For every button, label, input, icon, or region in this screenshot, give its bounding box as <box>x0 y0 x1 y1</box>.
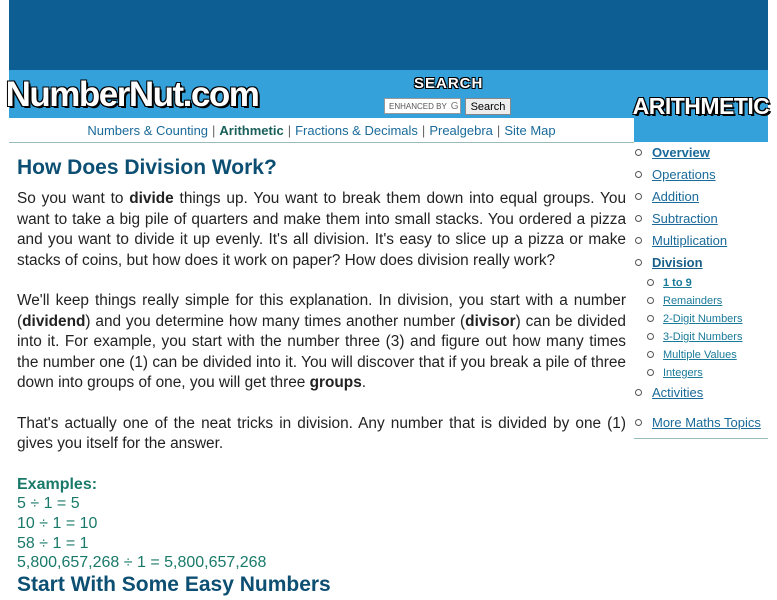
bullet-icon <box>635 389 642 396</box>
nav-fractions-decimals[interactable]: Fractions & Decimals <box>295 122 418 138</box>
sidebar-item-overview[interactable] <box>634 142 768 164</box>
bullet-icon <box>635 259 642 266</box>
site-logo[interactable] <box>5 74 259 116</box>
search-input[interactable] <box>384 98 461 114</box>
examples-block <box>17 475 626 574</box>
text: So you want to <box>17 190 130 207</box>
section-heading: Start With Some Easy Numbers <box>17 573 331 597</box>
sidebar-sub-multiple-values[interactable] <box>634 346 768 364</box>
bullet-icon <box>647 333 654 340</box>
term-dividend: dividend <box>22 312 86 330</box>
bullet-icon <box>635 149 642 156</box>
nav-separator: | <box>287 122 292 138</box>
paragraph-1 <box>17 189 626 271</box>
bullet-icon <box>635 215 642 222</box>
sidebar-sub-2-digit[interactable] <box>634 310 768 328</box>
sidebar-item-label: Addition <box>652 189 699 204</box>
sidebar-item-division[interactable] <box>634 252 768 274</box>
nav-numbers-counting[interactable]: Numbers & Counting <box>87 122 209 138</box>
sidebar-item-label: Subtraction <box>652 211 718 226</box>
example-line: 5 ÷ 1 = 5 <box>17 495 80 513</box>
examples-label: Examples: <box>17 475 98 493</box>
text: things up. You want to break them down into equal groups. You want to take a big pile of quarters and make them into small stacks. You ordered a pizza and you want to divide it up evenly. It's all division. It's easy to slice up a pizza or make stacks of coins, but how does it work on paper? How does division really work? <box>17 190 627 269</box>
sidebar-item-label: Division <box>652 255 703 270</box>
search-title: SEARCH <box>414 75 484 92</box>
sidebar-item-label: More Maths Topics <box>652 415 761 430</box>
sidebar-sub-label: 3-Digit Numbers <box>663 331 743 343</box>
bullet-icon <box>647 315 654 322</box>
search-button[interactable]: Search <box>465 98 511 115</box>
sidebar-item-multiplication[interactable] <box>634 230 768 252</box>
example-line: 10 ÷ 1 = 10 <box>17 514 98 532</box>
bullet-icon <box>635 237 642 244</box>
sidebar-sub-integers[interactable] <box>634 364 768 382</box>
search-placeholder: ENHANCED BY <box>389 101 447 111</box>
bullet-icon <box>635 171 642 178</box>
page-title: How Does Division Work? <box>17 156 277 179</box>
text: ) and you determine how many times another number ( <box>85 312 466 330</box>
sidebar-item-label: Multiplication <box>652 233 728 248</box>
sidebar-item-label: Overview <box>652 145 710 160</box>
term-divisor: divisor <box>465 312 516 330</box>
top-banner <box>9 0 768 70</box>
text: We'll keep things really simple for this explanation. In division, you start with a number ( <box>17 292 626 330</box>
example-line: 5,800,657,268 ÷ 1 = 5,800,657,268 <box>17 554 267 572</box>
sidebar-item-label: Activities <box>652 385 704 400</box>
example-line: 58 ÷ 1 = 1 <box>17 534 89 552</box>
nav-separator: | <box>421 122 426 138</box>
sidebar-title <box>634 70 768 142</box>
nav-separator: | <box>496 122 501 138</box>
sidebar-sub-label: Integers <box>663 367 703 379</box>
bullet-icon <box>647 351 654 358</box>
sidebar-item-operations[interactable] <box>634 164 768 186</box>
nav-separator: | <box>212 122 216 138</box>
bullet-icon <box>635 193 642 200</box>
paragraph-3: That's actually one of the neat tricks in division. Any number that is divided by one (1) gives you itself for the answer. <box>17 414 626 452</box>
bullet-icon <box>647 279 654 286</box>
text: ) can be divided into it. For example, you start with the number three (3) and figure out how many times the number one (1) can be divided into it. You will discover that if you break a pile of three down into groups of one, you will get three <box>17 312 626 391</box>
site-header <box>5 70 634 118</box>
logo-text: NumberNut.com <box>5 75 259 114</box>
sidebar-sub-label: Multiple Values <box>663 349 737 361</box>
sidebar-sub-3-digit[interactable] <box>634 328 768 346</box>
sidebar-sub-label: Remainders <box>663 295 723 307</box>
nav-arithmetic[interactable]: Arithmetic <box>219 122 284 138</box>
sidebar-item-addition[interactable] <box>634 186 768 208</box>
main-nav <box>9 118 634 143</box>
bullet-icon <box>647 369 654 376</box>
term-divide: divide <box>129 190 174 207</box>
google-icon: G <box>450 100 459 112</box>
bullet-icon <box>647 297 654 304</box>
sidebar-sub-remainders[interactable] <box>634 292 768 310</box>
sidebar-sub-1-to-9[interactable] <box>634 274 768 292</box>
text: . <box>361 374 367 391</box>
term-groups: groups <box>309 374 362 391</box>
sidebar-nav <box>634 142 768 439</box>
sidebar-title-text: ARITHMETIC <box>632 92 770 119</box>
sidebar-sub-label: 2-Digit Numbers <box>663 313 743 325</box>
paragraph-2 <box>17 291 626 394</box>
nav-prealgebra[interactable]: Prealgebra <box>429 122 493 138</box>
sidebar-item-label: Operations <box>652 167 716 182</box>
article-content <box>17 156 626 597</box>
nav-site-map[interactable]: Site Map <box>504 122 556 138</box>
sidebar-item-subtraction[interactable] <box>634 208 768 230</box>
sidebar-more-topics[interactable] <box>634 412 768 434</box>
sidebar-sub-label: 1 to 9 <box>663 277 692 289</box>
sidebar-item-activities[interactable] <box>634 382 768 404</box>
bullet-icon <box>635 419 642 426</box>
